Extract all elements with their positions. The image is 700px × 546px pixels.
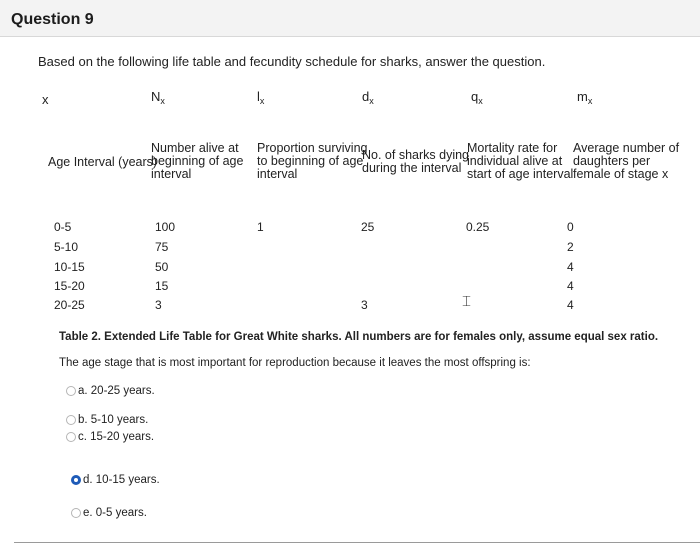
- header-nx: Number alive at beginning of age interval: [151, 141, 244, 181]
- option-d[interactable]: d. 10-15 years.: [71, 474, 160, 486]
- cell-mx: 4: [567, 298, 574, 312]
- radio-a[interactable]: [66, 386, 76, 396]
- header-mx: Average number of daughters per female of stage x: [573, 141, 680, 181]
- cell-age: 5-10: [54, 240, 79, 254]
- question-intro: Based on the following life table and fecundity schedule for sharks, answer the question.: [38, 54, 546, 69]
- cell-nx: 3: [155, 298, 162, 312]
- header-dx: No. of sharks dying during the interval: [362, 148, 469, 175]
- text-cursor-icon: ⌶: [462, 292, 472, 310]
- radio-b[interactable]: [66, 415, 76, 425]
- question-prompt: The age stage that is most important for reproduction because it leaves the most offspring is:: [59, 357, 531, 369]
- symbol-qx: $q_x$: [471, 89, 483, 106]
- cell-nx: 100: [155, 220, 176, 234]
- cell-nx: 50: [155, 260, 169, 274]
- cell-dx: 25: [361, 220, 375, 234]
- cell-mx: 4: [567, 279, 574, 293]
- radio-c[interactable]: [66, 432, 76, 442]
- symbol-dx: $d_x$: [362, 89, 374, 106]
- question-header: [0, 0, 700, 37]
- option-e[interactable]: e. 0-5 years.: [71, 507, 147, 519]
- divider: [14, 542, 700, 543]
- option-b[interactable]: b. 5-10 years.: [66, 414, 148, 426]
- symbol-x: x: [42, 92, 49, 107]
- cell-mx: 2: [567, 240, 574, 254]
- cell-dx: 3: [361, 298, 368, 312]
- cell-nx: 15: [155, 279, 169, 293]
- header-qx: Mortality rate for individual alive at start of age interval: [467, 141, 574, 181]
- cell-age: 10-15: [54, 260, 85, 274]
- header-age: Age Interval (years): [48, 155, 158, 169]
- cell-age: 0-5: [54, 220, 72, 234]
- cell-age: 15-20: [54, 279, 85, 293]
- option-a[interactable]: a. 20-25 years.: [66, 385, 155, 397]
- question-title: Question 9: [11, 11, 94, 28]
- header-lx: Proportion surviving to beginning of age interval: [257, 141, 368, 181]
- symbol-nx: $N_x$: [151, 89, 165, 106]
- radio-e[interactable]: [71, 508, 81, 518]
- cell-age: 20-25: [54, 298, 85, 312]
- option-c[interactable]: c. 15-20 years.: [66, 431, 154, 443]
- symbol-mx: $m_x$: [577, 89, 593, 106]
- table-caption: Table 2. Extended Life Table for Great White sharks. All numbers are for females only, assume equal sex ratio.: [59, 331, 659, 343]
- symbol-lx: $l_x$: [257, 89, 265, 106]
- cell-mx: 4: [567, 260, 574, 274]
- cell-qx: 0.25: [466, 220, 490, 234]
- cell-nx: 75: [155, 240, 169, 254]
- cell-mx: 0: [567, 220, 574, 234]
- radio-d-selected[interactable]: [71, 475, 81, 485]
- cell-lx: 1: [257, 220, 264, 234]
